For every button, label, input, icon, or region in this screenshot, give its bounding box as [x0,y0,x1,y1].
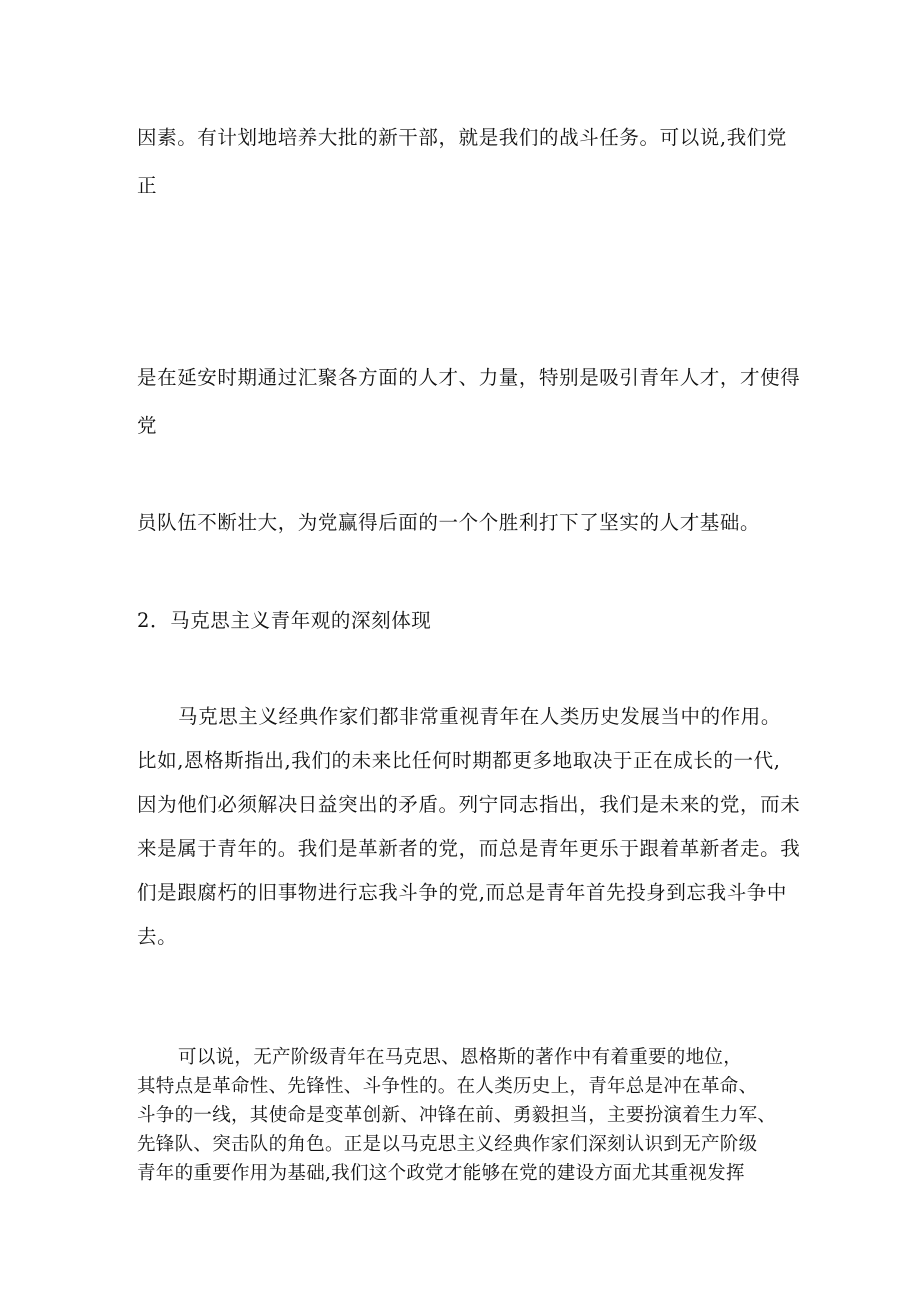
paragraph-line: 比如,恩格斯指出,我们的未来比任何时期都更多地取决于正在成长的一代, [137,749,781,772]
text-line: 因素。有计划地培养大批的新干部，就是我们的战斗任务。可以说,我们党 [137,126,787,149]
paragraph-line: 斗争的一线，其使命是变革创新、冲锋在前、勇毅担当，主要扮演着生力军、 [137,1105,777,1126]
paragraph-line: 先锋队、突击队的角色。正是以马克思主义经典作家们深刻认识到无产阶级 [137,1134,758,1155]
paragraph-line: 其特点是革命性、先锋性、斗争性的。在人类历史上，青年总是冲在革命、 [137,1076,758,1097]
paragraph-line: 们是跟腐朽的旧事物进行忘我斗争的党,而总是青年首先投身到忘我斗争中 [137,881,787,904]
text-line: 是在延安时期通过汇聚各方面的人才、力量，特别是吸引青年人才，才使得 [137,366,801,389]
paragraph-line: 可以说，无产阶级青年在马克思、恩格斯的著作中有着重要的地位， [178,1047,743,1068]
paragraph-line: 青年的重要作用为基础,我们这个政党才能够在党的建设方面尤其重视发挥 [137,1163,745,1184]
paragraph-line: 马克思主义经典作家们都非常重视青年在人类历史发展当中的作用。 [178,705,782,728]
text-line: 正 [137,174,158,197]
section-heading: 2．马克思主义青年观的深刻体现 [137,609,432,632]
paragraph-line: 来是属于青年的。我们是革新者的党，而总是青年更乐于跟着革新者走。我 [137,837,801,860]
paragraph-line: 因为他们必须解决日益突出的矛盾。列宁同志指出，我们是未来的党，而未 [137,793,801,816]
text-line: 员队伍不断壮大，为党赢得后面的一个个胜利打下了坚实的人才基础。 [137,511,761,534]
text-line: 党 [137,414,158,437]
paragraph-line: 去。 [137,925,178,948]
